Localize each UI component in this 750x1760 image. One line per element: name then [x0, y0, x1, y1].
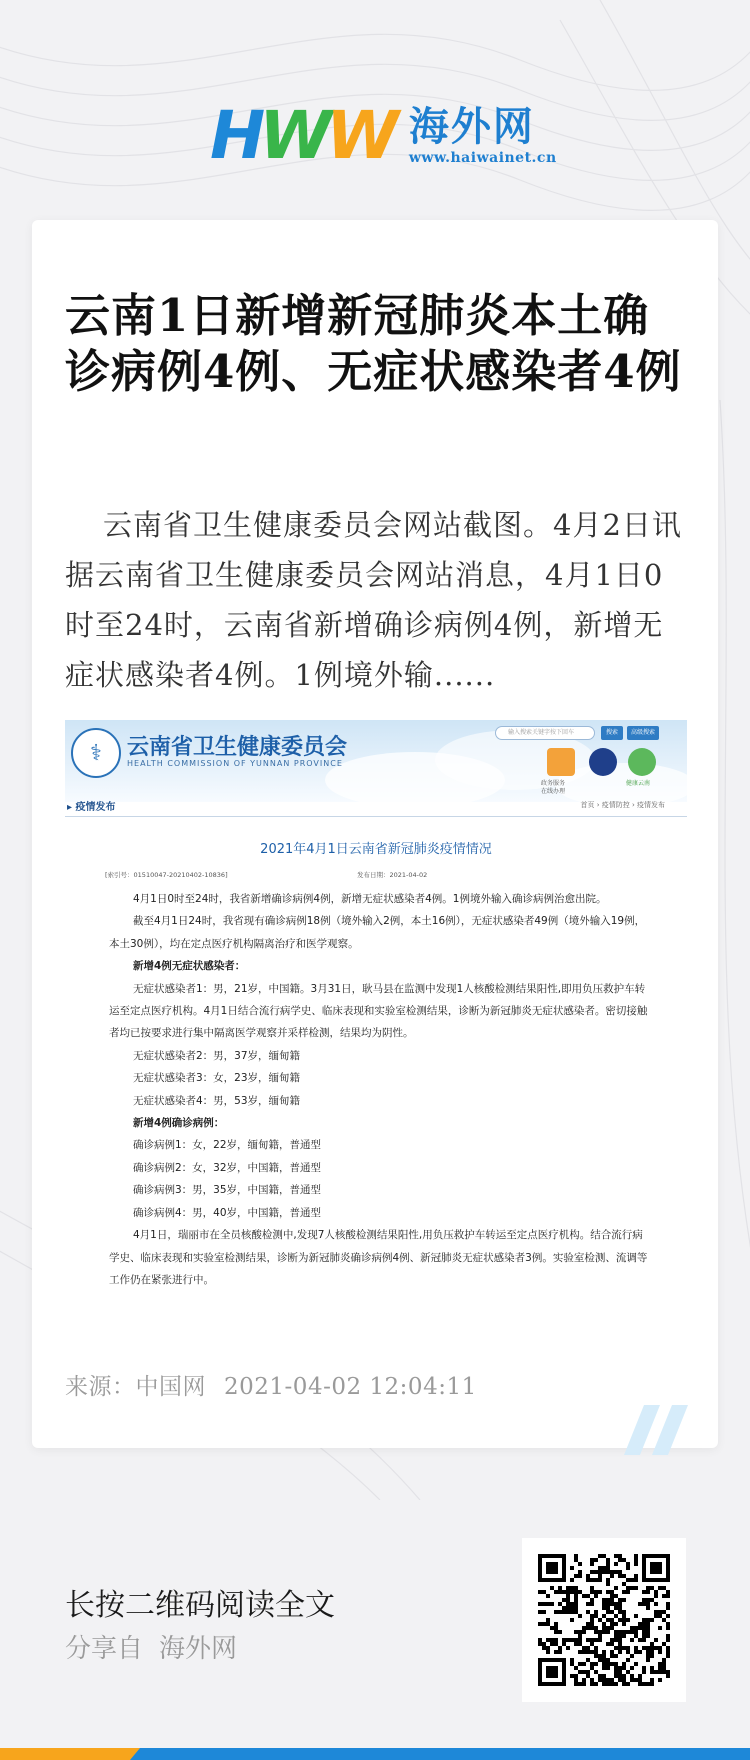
- quote-mark-icon: [622, 1405, 692, 1455]
- article-screenshot-image: [65, 720, 687, 1345]
- screenshot-org-name: 云南省卫生健康委员会: [127, 735, 348, 760]
- qr-code-icon: [538, 1554, 670, 1686]
- logo-letter-h: H: [210, 97, 260, 174]
- bottom-color-bar: [0, 1748, 750, 1760]
- healthy-yunnan-icon: [628, 748, 656, 776]
- site-url: www.haiwainet.cn: [408, 150, 557, 166]
- screenshot-nav-bar: [65, 802, 687, 814]
- share-source: [65, 1628, 237, 1665]
- screenshot-paragraph: 新增4例确诊病例：: [133, 1117, 225, 1130]
- screenshot-publish-date: 发布日期：2021-04-02: [357, 871, 428, 879]
- government-service-label: 政务服务 在线办理: [541, 780, 566, 795]
- screenshot-paragraph: 截至4月1日24时，我省现有确诊病例18例（境外输入2例，本土16例），无症状感染者49例（境外输入19例，本土30例），均在定点医疗机构隔离治疗和医学观察。: [109, 915, 646, 950]
- article-publish-time: 2021-04-02 12:04:11: [224, 1374, 477, 1400]
- logo-text: [409, 105, 557, 167]
- screenshot-search-button: 搜索: [601, 726, 623, 740]
- article-source: 来源：中国网: [65, 1374, 206, 1400]
- screenshot-paragraph: 确诊病例4：男，40岁，中国籍，普通型: [133, 1206, 322, 1219]
- government-service-icon: [547, 748, 575, 776]
- screenshot-paragraph: 4月1日，瑞丽市在全员核酸检测中,发现7人核酸检测结果阳性,用负压救护车转运至定点医疗机构。结合流行病学史、临床表现和实验室检测结果，诊断为新冠肺炎确诊病例4例、新冠肺炎无症状感染者3例。实验室检测、流调等工作仍在紧张进行中。: [109, 1229, 648, 1286]
- screenshot-doc-title: 2021年4月1日云南省新冠肺炎疫情情况: [260, 842, 492, 857]
- screenshot-advanced-search-button: 高级搜索: [627, 726, 659, 740]
- share-footer: [0, 1500, 750, 1748]
- article-summary: 云南省卫生健康委员会网站截图。4月2日讯 据云南省卫生健康委员会网站消息，4月1日0时至24时，云南省新增确诊病例4例，新增无症状感染者4例。1例境外输......: [65, 508, 712, 692]
- screenshot-org-name-en: HEALTH COMMISSION OF YUNNAN PROVINCE: [127, 759, 343, 768]
- healthy-yunnan-label: 健康云南: [626, 780, 651, 787]
- article-title: 云南1日新增新冠肺炎本土确诊病例4例、无症状感染者4例: [65, 289, 682, 398]
- logo-letter-w-orange: W: [326, 97, 393, 174]
- article-source-line: [65, 1368, 477, 1401]
- article-card: [32, 220, 718, 1448]
- site-logo[interactable]: [210, 97, 557, 174]
- wechat-badge-icon: [589, 748, 617, 776]
- screenshot-paragraph: 确诊病例3：男，35岁，中国籍，普通型: [133, 1184, 322, 1197]
- screenshot-divider: [65, 816, 687, 817]
- screenshot-paragraph: 新增4例无症状感染者：: [133, 960, 246, 973]
- hww-logo-mark: [210, 97, 393, 174]
- screenshot-site-header: [65, 720, 687, 802]
- screenshot-paragraph: 4月1日0时至24时，我省新增确诊病例4例，新增无症状感染者4例。1例境外输入确诊病例治愈出院。: [133, 893, 607, 905]
- health-commission-emblem-icon: ⚕: [71, 728, 121, 778]
- share-prefix: 分享自: [65, 1634, 144, 1664]
- screenshot-paragraph: 无症状感染者2：男，37岁，缅甸籍: [133, 1049, 301, 1062]
- screenshot-paragraph: 无症状感染者4：男，53岁，缅甸籍: [133, 1094, 301, 1107]
- screenshot-index-number: [索引号：01510047-20210402-10836]: [105, 871, 228, 879]
- screenshot-search-input: 输入搜索关键字按下回车: [495, 726, 595, 740]
- screenshot-paragraph: 无症状感染者3：女，23岁，缅甸籍: [133, 1072, 301, 1085]
- read-more-prompt: 长按二维码阅读全文: [65, 1588, 335, 1623]
- screenshot-paragraph: 确诊病例1：女，22岁，缅甸籍，普通型: [133, 1139, 322, 1152]
- screenshot-doc-body: [109, 888, 649, 1291]
- screenshot-nav-label: ▸ 疫情发布: [67, 802, 116, 813]
- screenshot-breadcrumb: 首页 › 疫情防控 › 疫情发布: [580, 801, 665, 809]
- site-name: 海外网: [408, 103, 535, 150]
- screenshot-paragraph: 无症状感染者1：男，21岁，中国籍。3月31日，耿马县在监测中发现1人核酸检测结果阳性,即用负压救护车转运至定点医疗机构。4月1日结合流行病学史、临床表现和实验室检测结果，诊断为新冠肺炎无症状感染者。密切接触者均已按要求进行集中隔离医学观察并采样检测，结果均为阴性。: [109, 982, 648, 1040]
- share-site: 海外网: [159, 1634, 238, 1664]
- logo-letter-w-green: W: [259, 97, 327, 174]
- qr-code[interactable]: [522, 1538, 686, 1702]
- screenshot-paragraph: 确诊病例2：女，32岁，中国籍，普通型: [133, 1161, 322, 1174]
